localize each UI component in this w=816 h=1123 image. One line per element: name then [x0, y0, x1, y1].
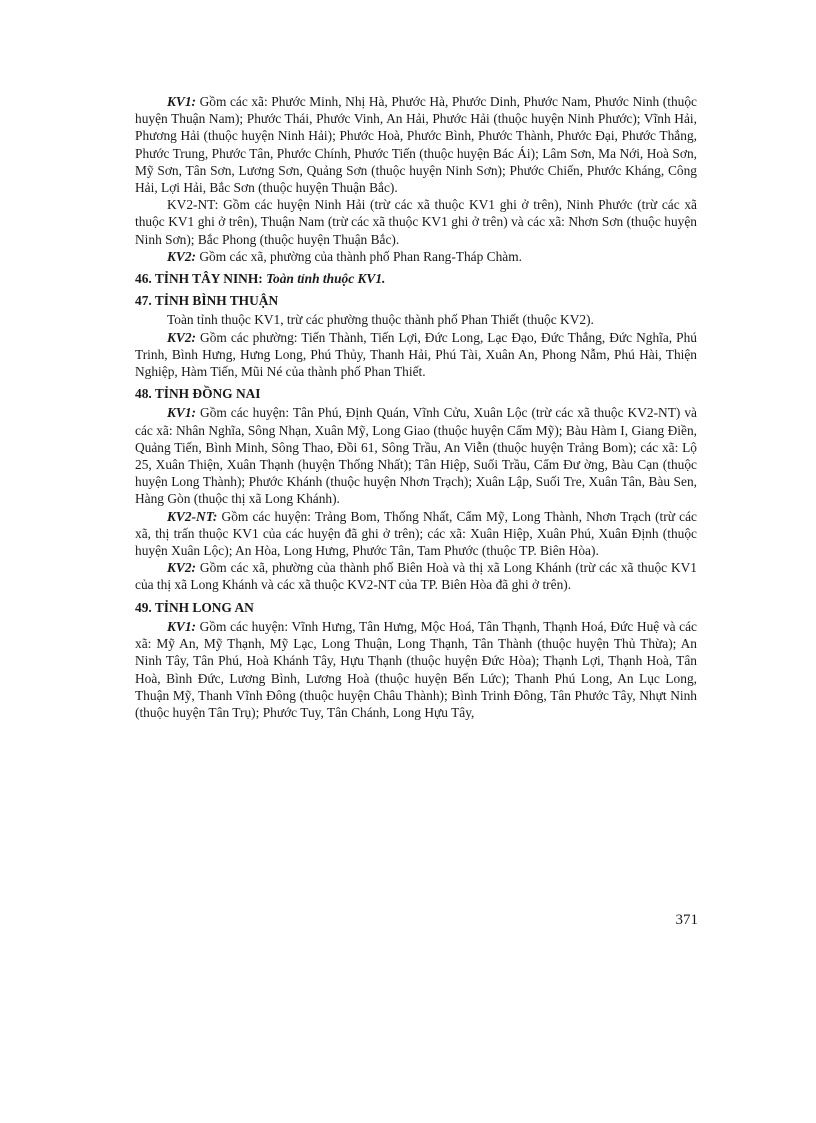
paragraph-text: Gồm các xã: Phước Minh, Nhị Hà, Phước Hà, Phước Dinh, Phước Nam, Phước Ninh (thuộc huyện Thuận Nam); Phước Thái, Phước Vinh, An Hải, Phước Hải (thuộc huyện Ninh Phước); Vĩnh Hải, Phương Hải (thuộc huyện Ninh Hải); Phước Hoà, Phước Bình, Phước Thành, Phước Đại, Phước Thắng, Phước Trung, Phước Tân, Phước Chính, Phước Tiến (thuộc huyện Bác Ái); Lâm Sơn, Ma Nới, Hoà Sơn, Mỹ Sơn, Tân Sơn, Lương Sơn, Quảng Sơn (thuộc huyện Ninh Sơn); Phước Chiến, Phước Kháng, Công Hải, Lợi Hải, Bắc Sơn (thuộc huyện Thuận Bắc). — [135, 94, 697, 196]
paragraph-dong-nai-kv2nt — [135, 508, 697, 560]
paragraph-binh-thuan-kv2 — [135, 329, 697, 381]
paragraph-ninh-thuan-kv2 — [135, 248, 697, 265]
document-body — [135, 93, 697, 721]
heading-title: 47. TỈNH BÌNH THUẬN — [135, 293, 279, 309]
zone-label: KV2: — [167, 560, 197, 576]
zone-label: KV1: — [167, 405, 197, 421]
paragraph-binh-thuan-intro — [135, 311, 697, 328]
paragraph-text: Gồm các xã, phường của thành phố Phan Rang-Tháp Chàm. — [196, 248, 522, 264]
paragraph-text: Gồm các huyện: Vĩnh Hưng, Tân Hưng, Mộc Hoá, Tân Thạnh, Thạnh Hoá, Đức Huệ và các xã: Mỹ An, Mỹ Thạnh, Mỹ Lạc, Long Thuận, Long Thạnh, Tân Thành (thuộc huyện Thủ Thừa); An Ninh Tây, Tân Phú, Hoà Khánh Tây, Hựu Thạnh (thuộc huyện Đức Hòa); Thạnh Lợi, Thạnh Hoà, Tân Hoà, Bình Đức, Lương Bình, Lương Hoà (thuộc huyện Bến Lức); Thanh Phú Long, An Lục Long, Thuận Mỹ, Thanh Vĩnh Đông (thuộc huyện Châu Thành); Bình Trinh Đông, Tân Phước Tây, Nhựt Ninh (thuộc huyện Tân Trụ); Phước Tuy, Tân Chánh, Long Hựu Tây, — [135, 618, 697, 720]
zone-label: KV1: — [167, 618, 197, 634]
paragraph-ninh-thuan-kv1 — [135, 93, 697, 196]
zone-label: KV2: — [167, 329, 197, 345]
section-heading-47 — [135, 292, 697, 309]
paragraph-dong-nai-kv1 — [135, 404, 697, 507]
paragraph-text: Gồm các huyện: Tân Phú, Định Quán, Vĩnh Cửu, Xuân Lộc (trừ các xã thuộc KV2-NT) và các xã: Nhân Nghĩa, Sông Nhạn, Xuân Mỹ, Long Giao (thuộc huyện Cẩm Mỹ); Bàu Hàm I, Giang Điền, Quảng Tiến, Bình Minh, Sông Thao, Đồi 61, Sông Trầu, An Viễn (thuộc huyện Trảng Bom); các xã: Lộ 25, Xuân Thiện, Xuân Thạnh (huyện Thống Nhất); Tân Hiệp, Suối Trầu, Cẩm Đư ờng, Bàu Cạn (thuộc huyện Long Thành); Phước Khánh (thuộc huyện Nhơn Trạch); Xuân Lập, Suối Tre, Xuân Tân, Bàu Sen, Hàng Gòn (thuộc thị xã Long Khánh). — [135, 405, 697, 507]
paragraph-ninh-thuan-kv2nt — [135, 196, 697, 248]
zone-label: KV2: — [167, 248, 197, 264]
paragraph-text: Gồm các xã, phường của thành phố Biên Hoà và thị xã Long Khánh (trừ các xã thuộc KV1 của thị xã Long Khánh và các xã thuộc KV2-NT của TP. Biên Hòa đã ghi ở trên). — [135, 560, 697, 593]
section-heading-48 — [135, 385, 697, 402]
paragraph-text: Gồm các huyện: Trảng Bom, Thống Nhất, Cẩm Mỹ, Long Thành, Nhơn Trạch (trừ các xã, thị trấn thuộc KV1 của các huyện đã ghi ở trên); các xã: Xuân Hiệp, Xuân Phú, Xuân Định (thuộc huyện Xuân Lộc); An Hòa, Long Hưng, Phước Tân, Tam Phước (thuộc TP. Biên Hòa). — [135, 508, 697, 559]
heading-title: 46. TỈNH TÂY NINH: — [135, 271, 263, 287]
paragraph-text: Gồm các phường: Tiến Thành, Tiến Lợi, Đức Long, Lạc Đạo, Đức Thắng, Đức Nghĩa, Phú Trinh, Bình Hưng, Hưng Long, Phú Thủy, Thanh Hải, Phú Tài, Xuân An, Phong Nẫm, Phú Hài, Thiện Nghiệp, Hàm Tiến, Mũi Né của thành phố Phan Thiết. — [135, 329, 697, 380]
heading-title: 48. TỈNH ĐỒNG NAI — [135, 386, 261, 402]
zone-label: KV2-NT: — [167, 508, 218, 524]
paragraph-dong-nai-kv2 — [135, 559, 697, 593]
heading-title: 49. TỈNH LONG AN — [135, 599, 254, 615]
paragraph-long-an-kv1 — [135, 618, 697, 721]
paragraph-text: KV2-NT: Gồm các huyện Ninh Hải (trừ các xã thuộc KV1 ghi ở trên), Ninh Phước (trừ các xã thuộc KV1 ghi ở trên), Thuận Nam (trừ các xã thuộc KV1 ghi ở trên) và các xã: Nhơn Sơn (thuộc huyện Ninh Sơn); Bắc Phong (thuộc huyện Thuận Bắc). — [135, 197, 697, 247]
heading-subtitle: Toàn tỉnh thuộc KV1. — [262, 271, 386, 287]
zone-label: KV1: — [167, 94, 197, 109]
page-number: 371 — [675, 912, 698, 928]
section-heading-46 — [135, 270, 697, 287]
paragraph-text: Toàn tỉnh thuộc KV1, trừ các phường thuộc thành phố Phan Thiết (thuộc KV2). — [167, 312, 594, 328]
section-heading-49 — [135, 599, 697, 616]
